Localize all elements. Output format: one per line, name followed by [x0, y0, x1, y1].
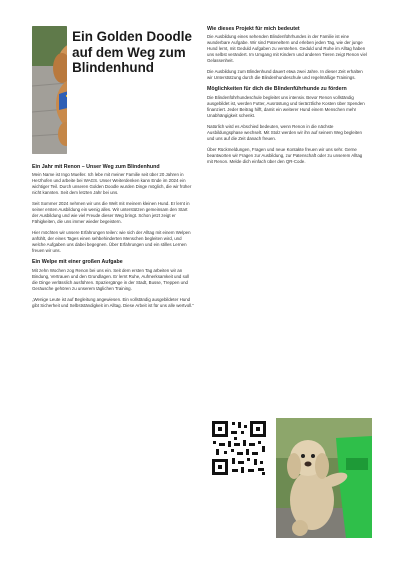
paragraph: Die Ausbildung zum Blindenhund dauert etwa zwei Jahre. In dieser Zeit erhalten wir Unterstützung durch die Blindenhundeschule und regelmäßige Trainings.: [207, 69, 363, 81]
qr-code[interactable]: [210, 419, 268, 477]
section-heading: Wie dieses Projekt für mich bedeutet: [207, 26, 300, 32]
paragraph: Natürlich wird es Abschied bedeuten, wenn Renon in die nächste Ausbildungsphase wechselt. Mit Stolz werden wir ihn auf seinem Weg begleiten und uns auf die Zeit danach freuen.: [207, 123, 362, 141]
puppy-photo: [32, 26, 67, 154]
section-heading: Ein Welpe mit einer großen Aufgabe: [32, 259, 123, 266]
hero: [32, 26, 194, 154]
paragraph: Die Ausbildung eines sehenden Blindenführhundes in der Familie ist eine wunderbare Aufgabe. Wir sind Pateneltern und erleben jeden Tag, wie der junge Hund lernt, mit Geduld Aufgaben zu verstehen. Geduld und Ruhe im Alltag haben uns selbst verändert. Im Umgang mit Kindern und anderen Tieren zeigt Renon viel Gelassenheit.: [207, 34, 367, 64]
page-title: Ein Golden Doodle auf dem Weg zum Blindenhund: [72, 29, 192, 75]
paragraph: Hier möchten wir unsere Erfahrungen teilen: wie sich der Alltag mit einem Welpen anfühlt, der eines Tages einen sehbehinderten Menschen begleiten wird, und welche Aufgaben uns dabei begegnen. Über Erfahrungen und ein stilles Lernen freuen wir uns.: [32, 230, 191, 254]
right-column: [207, 26, 369, 170]
paragraph: Mit zehn Wochen zog Renon bei uns ein. Seit dem ersten Tag arbeiten wir an Bindung, Vertrauen und den Grundlagen. Er lernt Ruhe, Aufmerksamkeit und soll die Dinge verlässlich ausführen. Spaziergänge in der Stadt, Busse, Treppen und Geräusche gehören zu unserem täglichen Training.: [32, 267, 190, 291]
dog-photo: [276, 418, 372, 538]
section-heading: Ein Jahr mit Renon – Unser Weg zum Blindenhund: [32, 164, 160, 170]
left-column: [32, 26, 194, 314]
paragraph: Seit Sommer 2024 nehmen wir uns die Welt mit meinem kleinen Hund. Er lernt in seiner ersten Ausbildung ein wenig alles. Wir unterstützen gemeinsam den Start der Ausbildung und wie viel Freude dieser Weg bringt. Schon jetzt zeigt er Fähigkeiten, die uns immer wieder begeistern.: [32, 201, 190, 225]
paragraph: Über Rückmeldungen, Fragen und neue Kontakte freuen wir uns sehr. Gerne beantworten wir Fragen zur Ausbildung, zur Patenschaft oder zu unserem Alltag mit Renon. Melde dich einfach über den QR-Code.: [207, 146, 363, 164]
paragraph: Die Blindenführhundeschule begleitet uns intensiv. Bevor Renon vollständig ausgebildet ist, werden Futter, Ausrüstung und tierärztliche Kosten über Spenden finanziert. Jeder Beitrag hilft, damit ein weiterer Hund einem Menschen mehr Unabhängigkeit schenkt.: [207, 94, 365, 118]
quote-paragraph: „Wenige Leute ist auf Begleitung angewiesen. Ein vollständig ausgebildeter Hund gibt Sicherheit und Selbstständigkeit im Alltag. Diese Arbeit ist für uns alle wertvoll.“: [32, 296, 194, 308]
paragraph: Mein Name ist Ingo Mueller. Ich lebe mit meiner Familie seit über 20 Jahren in Herzhofen und arbeite bei WAGS. Unser Weiterdenken kann Ende im 2024 ein wichtiger Teil. Durch unseren Golden Doodle wurden Dinge möglich, die wir früher nicht kannten. Seit dem letzten Jahr bei uns.: [32, 172, 192, 196]
left-text: [32, 164, 194, 309]
section-heading: Möglichkeiten für dich die Blindenführhunde zu fördern: [207, 86, 347, 93]
